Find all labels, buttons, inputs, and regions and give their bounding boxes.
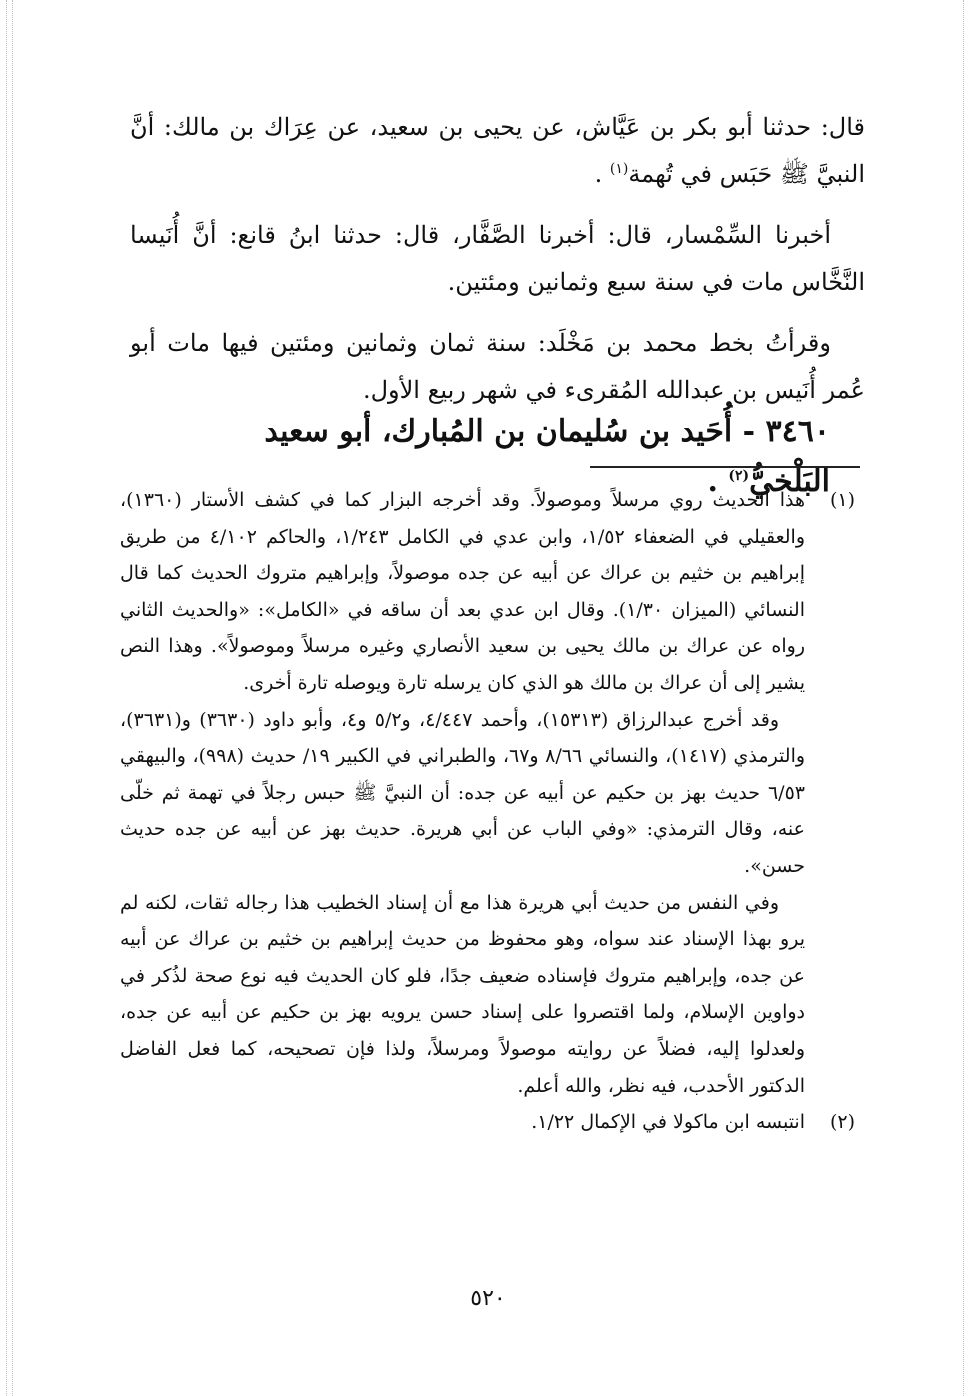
footnote-ref-2: (٢) — [728, 468, 750, 484]
para1-text: قال: حدثنا أبو بكر بن عَيَّاش، عن يحيى بن سعيد، عن عِرَاك بن مالك: أنَّ النبيَّ ﷺ حَبَس في تُهمة — [130, 113, 865, 188]
footnote-paragraph: انتبسه ابن ماكولا في الإكمال ١/٢٢. — [531, 1111, 805, 1134]
footnote-paragraph: وقد أخرج عبدالرزاق (١٥٣١٣)، وأحمد ٤/٤٤٧، و٥/٢ و٤، وأبو داود (٣٦٣٠) و(٣٦٣١)، والترمذي (١٤١٧)، والنسائي ٨/٦٦ و٦٧، والطبراني في الكبير ١٩/ حديث (٩٩٨)، والبيهقي ٦/٥٣ حديث بهز بن حكيم عن أبيه عن جده: أن النبيَّ ﷺ حبس رجلاً في تهمة ثم خلّى عنه، وقال الترمذي: «وفي الباب عن أبي هريرة. حديث بهز عن أبيه عن جده حديث حسن». — [120, 708, 806, 877]
footnote-number: (١) — [829, 489, 855, 511]
main-text — [130, 104, 865, 428]
left-edge-dots-2 — [12, 0, 13, 1396]
main-paragraph-1 — [130, 104, 865, 198]
para1-end: . — [594, 160, 610, 188]
entry-heading-end: . — [707, 464, 729, 499]
footnote-ref-1: (١) — [609, 161, 629, 177]
right-edge-dots — [963, 0, 964, 1396]
footnote-paragraph: هذا الحديث روي مرسلاً وموصولاً. وقد أخرجه البزار كما في كشف الأستار (١٣٦٠)، والعقيلي في الضعفاء ١/٥٢، وابن عدي في الكامل ١/٢٤٣، والحاكم ٤/١٠٢ من طريق إبراهيم بن خثيم بن عراك عن أبيه عن جده موصولاً، وإبراهيم متروك الحديث كما قال النسائي (الميزان ١/٣٠). وقال ابن عدي بعد أن ساقه في «الكامل»: «والحديث الثاني رواه عن عراك بن مالك يحيى بن سعيد الأنصاري وغيره مرسلاً وموصولاً». وهذا النص يشير إلى أن عراك بن مالك هو الذي كان يرسله تارة ويوصله تارة أخرى. — [120, 489, 805, 694]
footnotes — [120, 482, 855, 1141]
main-paragraph-2: أخبرنا السِّمْسار، قال: أخبرنا الصَّفَّار، قال: حدثنا ابنُ قانع: أنَّ أُنَيسا النَّخَّاس مات في سنة سبع وثمانين ومئتين. — [130, 221, 865, 296]
footnote-separator — [590, 466, 860, 468]
page-number: ٥٢٠ — [470, 1286, 506, 1311]
footnote-1 — [120, 482, 855, 1104]
footnote-paragraph: وفي النفس من حديث أبي هريرة هذا مع أن إسناد الخطيب هذا رجاله ثقات، لكنه لم يرو بهذا الإسناد عند سواه، وهو محفوظ من حديث إبراهيم بن خثيم بن عراك عن أبيه عن جده، وإبراهيم متروك فإسناده ضعيف جدًا، فلو كان الحديث فيه نوع صحة لذُكر في دواوين الإسلام، ولما اقتصروا على إسناد حسن يرويه بهز بن حكيم عن أبيه عن جده، ولعدلوا إليه، فضلاً عن روايته موصولاً ومرسلاً، ولذا فإن تصحيحه، كما فعل الفاضل الدكتور الأحدب، فيه نظر، والله أعلم. — [120, 891, 805, 1097]
left-edge-dots — [6, 0, 7, 1396]
main-paragraph-3: وقرأتُ بخط محمد بن مَخْلَد: سنة ثمان وثمانين ومئتين فيها مات أبو عُمر أُنَيس بن عبدالله المُقرىء في شهر ربيع الأول. — [130, 329, 865, 404]
footnote-number: (٢) — [829, 1111, 855, 1134]
footnote-2 — [120, 1104, 855, 1141]
entry-heading-text: ٣٤٦٠ - أُحَيد بن سُليمان بن المُبارك، أبو سعيد البَلْخيُّ — [264, 414, 830, 499]
